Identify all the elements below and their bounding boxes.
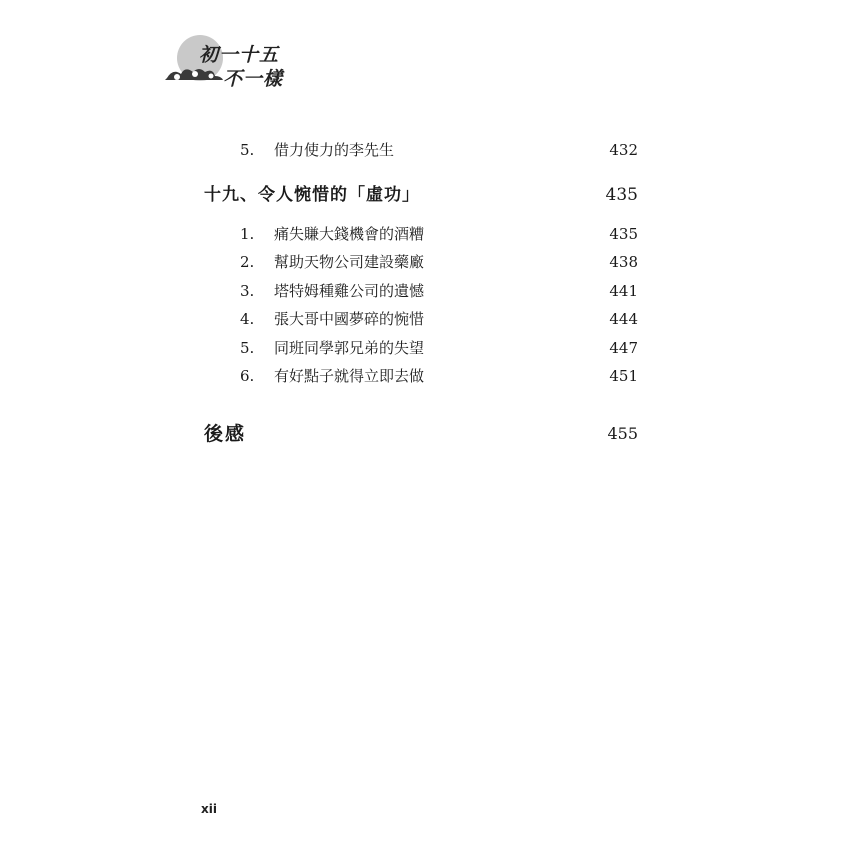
page-number: xii	[201, 802, 217, 816]
toc-entry-title: 同班同學郭兄弟的失望	[274, 339, 425, 357]
toc-entry-title: 塔特姆種雞公司的遺憾	[274, 282, 425, 300]
header-logo	[163, 30, 293, 90]
afterword-title: 後感	[204, 423, 247, 445]
toc-entry-number: 4.	[240, 310, 255, 328]
toc-entry-number: 5.	[240, 339, 255, 357]
toc-entry-page: 444	[609, 310, 638, 328]
toc-entry-page: 432	[609, 141, 638, 159]
toc-entry-number: 3.	[240, 282, 255, 300]
toc-entry-number: 1.	[240, 225, 255, 243]
toc-entry-page: 435	[609, 225, 638, 243]
toc-entry-title: 幫助天物公司建設藥廠	[274, 253, 425, 271]
toc-entry-number: 5.	[240, 141, 255, 159]
logo-title-line2: 不一樣	[223, 68, 284, 90]
logo-title-line1: 初一十五	[199, 44, 280, 66]
toc-entry-title: 張大哥中國夢碎的惋惜	[274, 310, 425, 328]
toc-entry-number: 6.	[240, 367, 255, 385]
toc-entry-title: 有好點子就得立即去做	[274, 367, 425, 385]
toc-entry-number: 2.	[240, 253, 255, 271]
toc-entry-page: 451	[609, 367, 638, 385]
chapter-page: 435	[605, 185, 638, 205]
toc-entry-title: 痛失賺大錢機會的酒糟	[274, 225, 425, 243]
afterword-page: 455	[607, 424, 638, 443]
toc-entry-title: 借力使力的李先生	[274, 141, 395, 159]
chapter-title: 十九、令人惋惜的「虛功」	[204, 185, 420, 205]
toc-entry-page: 438	[609, 253, 638, 271]
toc-entry-page: 447	[609, 339, 638, 357]
toc-entry-page: 441	[609, 282, 638, 300]
